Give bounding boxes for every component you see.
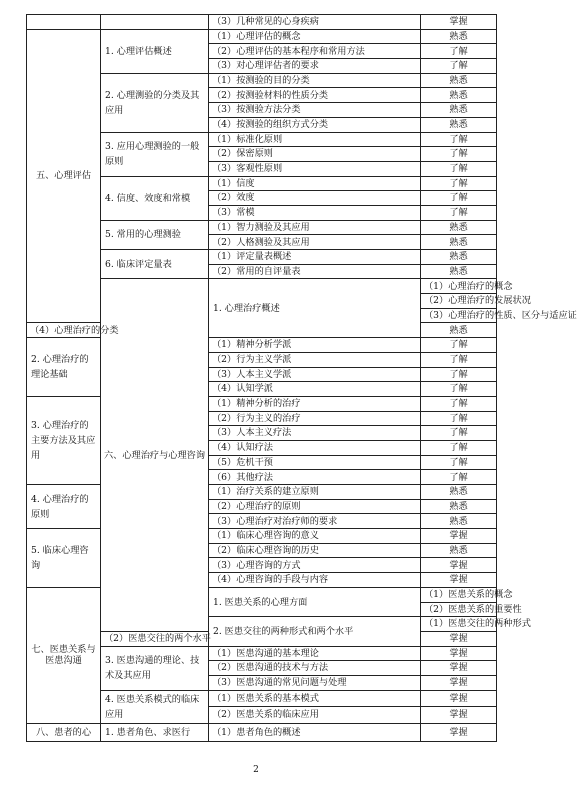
- requirement-level-cell: 了解: [421, 440, 497, 455]
- table-row: [27, 529, 497, 544]
- content-cell: （1）治疗关系的建立原则: [209, 485, 421, 500]
- table-row: [27, 338, 497, 353]
- requirement-level-cell: 了解: [421, 147, 497, 162]
- content-cell: （2）人格测验及其应用: [209, 235, 421, 250]
- content-cell: （3）医患沟通的常见问题与处理: [209, 675, 421, 690]
- requirement-level-cell: 熟悉: [421, 514, 497, 529]
- content-cell: （2）医患交往的两个水平: [101, 631, 209, 646]
- content-cell: （2）行为主义的治疗: [209, 411, 421, 426]
- content-cell: （2）医患关系的重要性: [421, 602, 497, 617]
- requirement-level-cell: 了解: [421, 205, 497, 220]
- subunit-cell: 3. 医患沟通的理论、技术及其应用: [101, 646, 209, 690]
- requirement-level-cell: 了解: [421, 59, 497, 74]
- content-cell: （1）信度: [209, 176, 421, 191]
- page-number: 2: [253, 765, 259, 775]
- requirement-level-cell: 了解: [421, 367, 497, 382]
- content-cell: （2）医患关系的临床应用: [209, 707, 421, 724]
- requirement-level-cell: 熟悉: [421, 220, 497, 235]
- requirement-level-cell: 掌握: [421, 558, 497, 573]
- requirement-level-cell: 熟悉: [421, 485, 497, 500]
- unit-cell: [27, 15, 101, 30]
- requirement-level-cell: 熟悉: [421, 235, 497, 250]
- subunit-cell: 3. 心理治疗的主要方法及其应用: [27, 396, 101, 484]
- content-cell: （1）医患交往的两种形式: [421, 617, 497, 632]
- content-cell: （1）评定量表概述: [209, 250, 421, 265]
- requirement-level-cell: 了解: [421, 396, 497, 411]
- requirement-level-cell: 熟悉: [421, 73, 497, 88]
- table-row: [27, 723, 497, 741]
- requirement-level-cell: 掌握: [421, 15, 497, 30]
- requirement-level-cell: 熟悉: [421, 250, 497, 265]
- syllabus-table-body: [27, 15, 577, 742]
- requirement-level-cell: 掌握: [421, 573, 497, 588]
- unit-cell: 六、心理治疗与心理咨询: [101, 279, 209, 632]
- content-cell: （3）常模: [209, 205, 421, 220]
- requirement-level-cell: 了解: [421, 411, 497, 426]
- subunit-cell: 5. 临床心理咨询: [27, 529, 101, 588]
- table-row: [27, 15, 497, 30]
- subunit-cell: 1. 患者角色、求医行: [101, 723, 209, 741]
- content-cell: （2）医患沟通的技术与方法: [209, 661, 421, 676]
- content-cell: （4）心理治疗的分类: [27, 323, 101, 338]
- subunit-cell: 6. 临床评定量表: [101, 250, 209, 279]
- subunit-cell: 1. 心理评估概述: [101, 29, 209, 73]
- requirement-level-cell: 了解: [421, 352, 497, 367]
- unit-cell: 七、医患关系与医患沟通: [27, 587, 101, 723]
- requirement-level-cell: 熟悉: [421, 264, 497, 279]
- requirement-level-cell: 了解: [421, 44, 497, 59]
- content-cell: （1）智力测验及其应用: [209, 220, 421, 235]
- table-row: [27, 485, 497, 500]
- subunit-cell: 4. 医患关系模式的临床应用: [101, 690, 209, 723]
- subunit-cell: 4. 信度、效度和常模: [101, 176, 209, 220]
- content-cell: （4）认知疗法: [209, 440, 421, 455]
- requirement-level-cell: 了解: [421, 455, 497, 470]
- unit-cell: 五、心理评估: [27, 29, 101, 323]
- content-cell: （4）心理咨询的手段与内容: [209, 573, 421, 588]
- requirement-level-cell: 掌握: [421, 707, 497, 724]
- content-cell: （1）按测验的目的分类: [209, 73, 421, 88]
- requirement-level-cell: 了解: [421, 382, 497, 397]
- content-cell: （3）心理治疗的性质、区分与适应证: [421, 308, 497, 323]
- requirement-level-cell: 掌握: [421, 529, 497, 544]
- requirement-level-cell: 熟悉: [421, 323, 497, 338]
- requirement-level-cell: 掌握: [421, 723, 497, 741]
- requirement-level-cell: 了解: [421, 426, 497, 441]
- content-cell: （2）效度: [209, 191, 421, 206]
- content-cell: （4）认知学派: [209, 382, 421, 397]
- requirement-level-cell: 熟悉: [421, 29, 497, 44]
- table-row: [27, 587, 497, 602]
- requirement-level-cell: 熟悉: [421, 103, 497, 118]
- unit-cell: 八、患者的心: [27, 723, 101, 741]
- subunit-cell: 3. 应用心理测验的一般原则: [101, 132, 209, 176]
- content-cell: （3）心理治疗对治疗师的要求: [209, 514, 421, 529]
- content-cell: （2）行为主义学派: [209, 352, 421, 367]
- content-cell: （1）精神分析学派: [209, 338, 421, 353]
- content-cell: （1）医患关系的基本模式: [209, 690, 421, 707]
- content-cell: （3）对心理评估者的要求: [209, 59, 421, 74]
- content-cell: （5）危机干预: [209, 455, 421, 470]
- content-cell: （1）标准化原则: [209, 132, 421, 147]
- content-cell: （1）临床心理咨询的意义: [209, 529, 421, 544]
- requirement-level-cell: 熟悉: [421, 499, 497, 514]
- requirement-level-cell: 掌握: [421, 675, 497, 690]
- content-cell: （3）几种常见的心身疾病: [209, 15, 421, 30]
- content-cell: （4）按测验的组织方式分类: [209, 117, 421, 132]
- requirement-level-cell: 掌握: [421, 631, 497, 646]
- requirement-level-cell: 了解: [421, 470, 497, 485]
- content-cell: （2）常用的自评量表: [209, 264, 421, 279]
- content-cell: （1）心理评估的概念: [209, 29, 421, 44]
- subunit-cell: [101, 15, 209, 30]
- content-cell: （3）按测验方法分类: [209, 103, 421, 118]
- content-cell: （1）医患关系的概念: [421, 587, 497, 602]
- content-cell: （2）按测验材料的性质分类: [209, 88, 421, 103]
- requirement-level-cell: 熟悉: [421, 117, 497, 132]
- content-cell: （3）心理咨询的方式: [209, 558, 421, 573]
- content-cell: （2）心理评估的基本程序和常用方法: [209, 44, 421, 59]
- content-cell: （2）临床心理咨询的历史: [209, 543, 421, 558]
- subunit-cell: 5. 常用的心理测验: [101, 220, 209, 249]
- subunit-cell: 1. 心理治疗概述: [209, 279, 421, 338]
- requirement-level-cell: 了解: [421, 161, 497, 176]
- content-cell: （1）患者角色的概述: [209, 723, 421, 741]
- syllabus-table-container: [26, 14, 577, 742]
- table-row: [27, 29, 497, 44]
- requirement-level-cell: 熟悉: [421, 543, 497, 558]
- content-cell: （3）人本主义疗法: [209, 426, 421, 441]
- subunit-cell: 2. 心理治疗的理论基础: [27, 338, 101, 397]
- requirement-level-cell: 了解: [421, 338, 497, 353]
- syllabus-table: [26, 14, 577, 742]
- requirement-level-cell: 了解: [421, 176, 497, 191]
- requirement-level-cell: 熟悉: [421, 88, 497, 103]
- content-cell: （1）医患沟通的基本理论: [209, 646, 421, 661]
- requirement-level-cell: 掌握: [421, 690, 497, 707]
- content-cell: （6）其他疗法: [209, 470, 421, 485]
- subunit-cell: 1. 医患关系的心理方面: [209, 587, 421, 616]
- content-cell: （1）心理治疗的概念: [421, 279, 497, 294]
- requirement-level-cell: 掌握: [421, 646, 497, 661]
- content-cell: （3）客观性原则: [209, 161, 421, 176]
- subunit-cell: 2. 心理测验的分类及其应用: [101, 73, 209, 132]
- content-cell: （2）心理治疗的原则: [209, 499, 421, 514]
- subunit-cell: 2. 医患交往的两种形式和两个水平: [209, 617, 421, 646]
- content-cell: （3）人本主义学派: [209, 367, 421, 382]
- content-cell: （2）心理治疗的发展状况: [421, 294, 497, 309]
- table-row: [27, 396, 497, 411]
- content-cell: （1）精神分析的治疗: [209, 396, 421, 411]
- subunit-cell: 4. 心理治疗的原则: [27, 485, 101, 529]
- requirement-level-cell: 了解: [421, 191, 497, 206]
- content-cell: （2）保密原则: [209, 147, 421, 162]
- requirement-level-cell: 了解: [421, 132, 497, 147]
- requirement-level-cell: 掌握: [421, 661, 497, 676]
